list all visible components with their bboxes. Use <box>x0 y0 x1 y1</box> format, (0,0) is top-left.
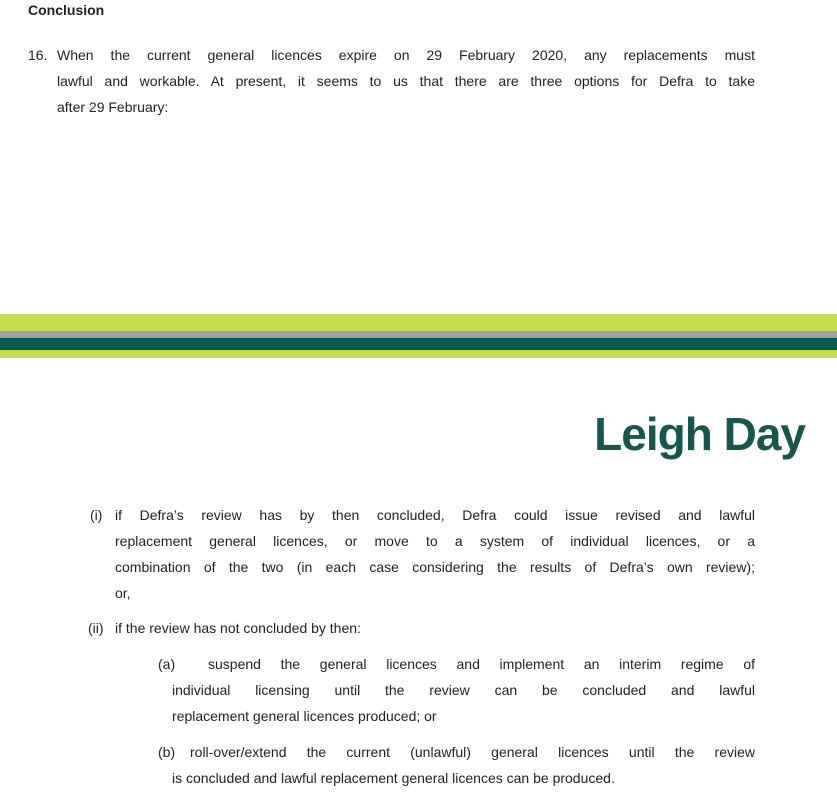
list-item-i-line: combination of the two (in each case considering the results of Defra’s own review); <box>115 559 755 575</box>
list-item-b-line: roll-over/extend the current (unlawful) general licences until the review <box>190 744 755 760</box>
page-break-stripe-teal <box>0 338 837 350</box>
section-heading: Conclusion <box>28 2 105 18</box>
paragraph-16 <box>28 42 755 120</box>
list-item-a <box>158 651 755 729</box>
list-item-i <box>90 502 755 606</box>
list-item-a-line: individual licensing until the review can be concluded and lawful <box>172 682 755 698</box>
list-item-i-line: replacement general licences, or move to a system of individual licences, or a <box>115 533 755 549</box>
list-item-ii-line: if the review has not concluded by then: <box>115 620 361 636</box>
list-item-i-marker: (i) <box>90 507 103 523</box>
list-item-ii <box>88 615 755 641</box>
list-item-b-line: is concluded and lawful replacement general licences can be produced. <box>172 770 615 786</box>
list-item-i-line: or, <box>115 585 131 601</box>
paragraph-16-line: lawful and workable. At present, it seems to us that there are three options for Defra to take <box>57 73 755 89</box>
list-item-i-line: if Defra’s review has by then concluded, Defra could issue revised and lawful <box>115 507 755 523</box>
list-item-a-marker: (a) <box>158 656 176 672</box>
page-break-stripe-gray <box>0 331 837 338</box>
paragraph-16-line: after 29 February: <box>57 99 169 115</box>
list-item-b <box>158 739 755 791</box>
list-item-ii-marker: (ii) <box>88 620 104 636</box>
list-item-a-line: replacement general licences produced; or <box>172 708 437 724</box>
list-item-a-line: suspend the general licences and implement an interim regime of <box>208 656 755 672</box>
leigh-day-logo: Leigh Day <box>594 408 805 460</box>
paragraph-16-line: When the current general licences expire on 29 February 2020, any replacements must <box>57 47 755 63</box>
page-break-stripe-lime-top <box>0 314 837 331</box>
paragraph-16-number: 16. <box>28 47 48 63</box>
page-break-stripe-lime-bottom <box>0 350 837 358</box>
list-item-b-marker: (b) <box>158 744 176 760</box>
